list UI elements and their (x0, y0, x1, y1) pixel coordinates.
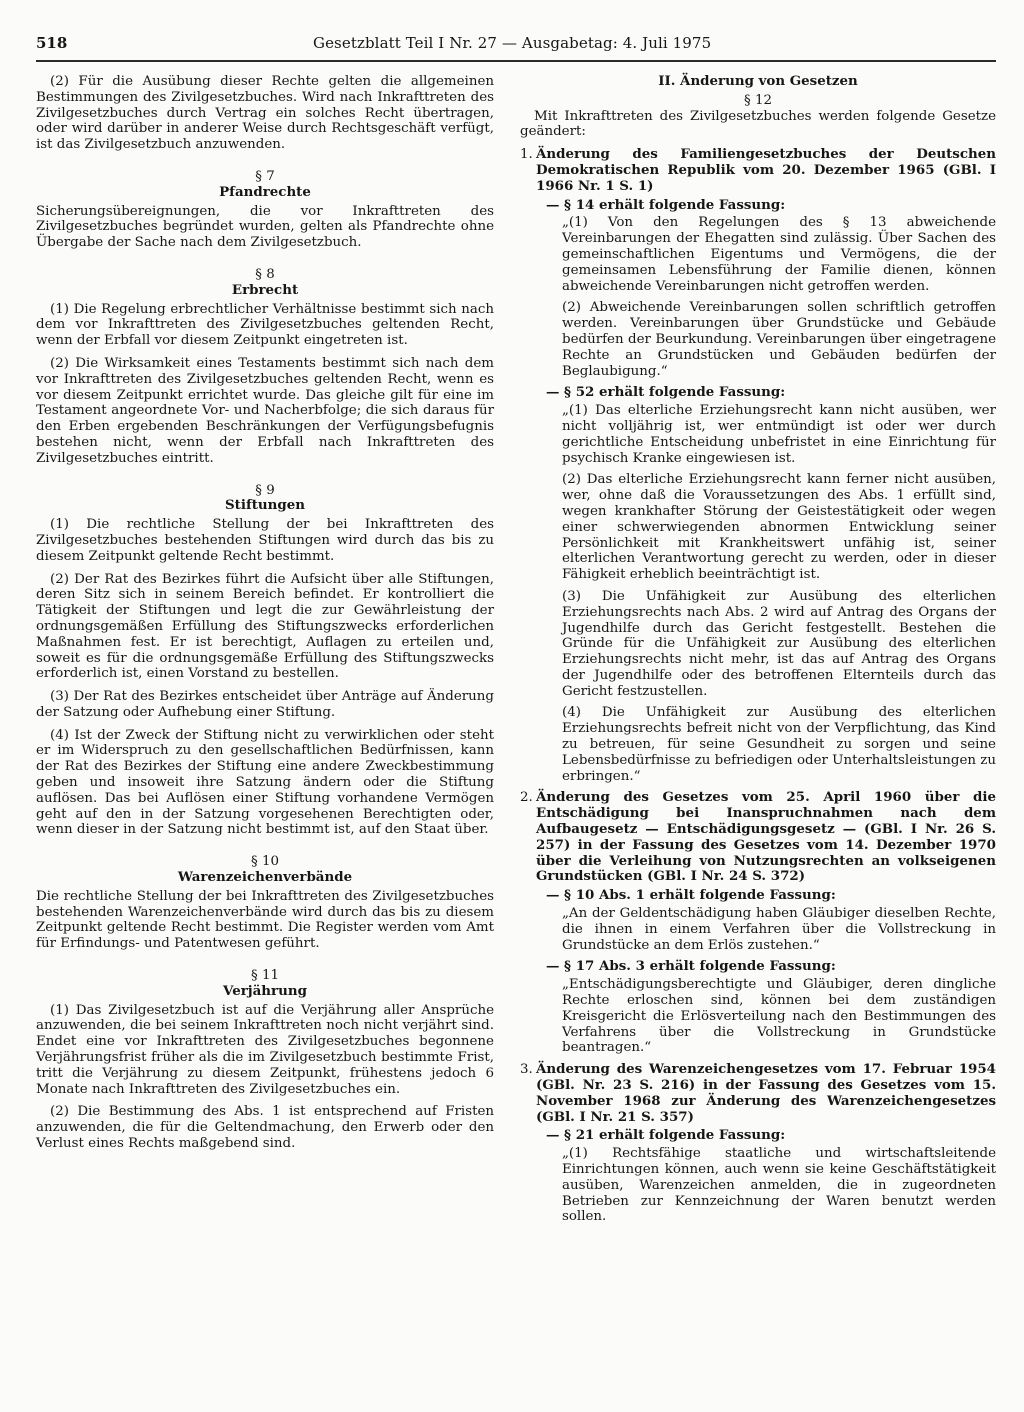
amendment-heading: Änderung des Familiengesetzbuches der Deutschen Demokratischen Republik vom 20. Dezember 1965 (GBl. I 1966 Nr. 1 S. 1) (536, 146, 996, 194)
amendment-clause: — § 17 Abs. 3 erhält folgende Fassung: (546, 958, 836, 975)
right-column (520, 74, 996, 1231)
quoted-text: „An der Geldentschädigung haben Gläubiger dieselben Rechte, die ihnen in einem Verfahren über die Vollstreckung in Grundstücke an dem Erlös zustehen.“ (562, 906, 996, 953)
amendment-clause: — § 52 erhält folgende Fassung: (546, 384, 786, 401)
paragraph: (1) Die Regelung erbrechtlicher Verhältnisse bestimmt sich nach dem vor Inkrafttreten des Zivilgesetzbuches geltenden Recht, wenn der Erbfall vor diesem Zeitpunkt eingetreten ist. (36, 301, 494, 349)
item-number: 2. (520, 790, 533, 806)
amendment-clause: — § 10 Abs. 1 erhält folgende Fassung: (546, 887, 836, 904)
quoted-text: (3) Die Unfähigkeit zur Ausübung des elterlichen Erziehungsrechts nach Abs. 2 wird auf Antrag des Organs der Jugendhilfe durch das Gericht festgestellt. Bestehen die Gründe für die Unfähigkeit zur Ausübung des elterlichen Erziehungsrechts nicht mehr, ist das auf Antrag des Organs der Jugendhilfe oder des betroffenen Elternteils durch das Gericht festzustellen. (562, 588, 996, 699)
amendment-heading: Änderung des Gesetzes vom 25. April 1960 über die Entschädigung bei Inanspruchnahmen nach dem Aufbaugesetz — Entschädigungsgesetz — (GBl. I Nr. 26 S. 257) in der Fassung des Gesetzes vom 14. Dezember 1970 über die Verleihung von Nutzungsrechten an volkseigenen Grundstücken (GBl. I Nr. 24 S. 372) (536, 789, 996, 885)
item-number: 3. (520, 1062, 533, 1078)
quoted-text: (4) Die Unfähigkeit zur Ausübung des elterlichen Erziehungsrechts befreit nicht von der Verpflichtung, das Kind zu betreuen, für seine Gesundheit zu sorgen und seine Lebensbedürfnisse zu befriedigen oder Unterhaltsleistungen zu erbringen.“ (562, 705, 996, 784)
amendment-heading: Änderung des Warenzeichengesetzes vom 17. Februar 1954 (GBl. Nr. 23 S. 216) in der Fassung des Gesetzes vom 15. November 1968 zur Änderung des Warenzeichengesetzes (GBl. I Nr. 21 S. 357) (536, 1061, 996, 1125)
paragraph: Sicherungsübereignungen, die vor Inkrafttreten des Zivilgesetzbuches begründet wurden, gelten als Pfandrechte ohne Übergabe der Sache nach dem Zivilgesetzbuch. (36, 203, 494, 251)
paragraph: (2) Die Wirksamkeit eines Testaments bestimmt sich nach dem vor Inkrafttreten des Zivilgesetzbuches geltenden Recht, wenn es vor diesem Zeitpunkt errichtet wurde. Das gleiche gilt für eine im Testament angeordnete Vor- und Nacherbfolge; die sich daraus für den Erben ergebenden Beschränkungen der Verfügungsbefugnis bestehen nicht, wenn der Erbfall nach Inkrafttreten des Zivilgesetzbuches eintritt. (36, 355, 494, 466)
section-title: Stiftungen (225, 497, 305, 514)
section-number: § 8 (255, 266, 275, 282)
part-title: II. Änderung von Gesetzen (658, 73, 858, 89)
header-rule (36, 60, 996, 62)
amendment-clause: — § 14 erhält folgende Fassung: (546, 196, 786, 213)
section-number: § 12 (744, 92, 772, 108)
amendment-item (520, 790, 996, 885)
amendment-item (520, 1062, 996, 1125)
amendment-item (520, 147, 996, 194)
section-number: § 10 (251, 854, 279, 870)
item-number: 1. (520, 147, 533, 163)
paragraph: (4) Ist der Zweck der Stiftung nicht zu verwirklichen oder steht er im Widerspruch zu den gesellschaftlichen Bedürfnissen, kann der Rat des Bezirkes der Stiftung eine andere Zweckbestimmung geben und insoweit ihre Satzung ändern oder die Stiftung auflösen. Das bei Auflösen einer Stiftung vorhandene Vermögen geht auf den in der Satzung vorgesehenen Berechtigten oder, wenn dieser in der Satzung nicht bestimmt ist, auf den Staat über. (36, 727, 494, 838)
section-title: Erbrecht (231, 281, 299, 298)
page-header (36, 34, 996, 58)
section-number: § 9 (255, 482, 275, 498)
paragraph: (1) Das Zivilgesetzbuch ist auf die Verjährung aller Ansprüche anzuwenden, die bei seinem Inkrafttreten noch nicht verjährt sind. Endet eine vor Inkrafttreten des Zivilgesetzbuches begonnene Verjährungsfrist früher als die im Zivilgesetzbuch bestimmte Frist, tritt die Verjährung zu diesem Zeitpunkt, frühestens jedoch 6 Monate nach Inkrafttreten des Zivilgesetzbuches ein. (36, 1002, 494, 1097)
quoted-text: „(1) Rechtsfähige staatliche und wirtschaftsleitende Einrichtungen können, auch wenn sie keine Geschäftstätigkeit ausüben, Warenzeichen anmelden, die in zugeordneten Betrieben zur Kennzeichnung der Waren benutzt werden sollen. (562, 1146, 996, 1225)
section-title: Warenzeichenverbände (177, 869, 353, 886)
paragraph: (2) Der Rat des Bezirkes führt die Aufsicht über alle Stiftungen, deren Sitz sich in seinem Bereich befindet. Er kontrolliert die Tätigkeit der Stiftungen und legt die zur Gewährleistung der ordnungsgemäßen Erfüllung des Stiftungszwecks erforderlichen Maßnahmen fest. Er ist berechtigt, Auflagen zu erteilen und, soweit es für die ordnungsgemäße Erfüllung des Stiftungszwecks erforderlich ist, einen Vorstand zu bestellen. (36, 571, 494, 682)
quoted-text: (2) Das elterliche Erziehungsrecht kann ferner nicht ausüben, wer, ohne daß die Voraussetzungen des Abs. 1 erfüllt sind, wegen krankhafter Störung der Geistestätigkeit oder wegen einer schwerwiegenden abnormen Entwicklung seiner Persönlichkeit mit Krankheitswert unfähig ist, seiner elterlichen Verantwortung gerecht zu werden, oder in dieser Fähigkeit erheblich beeinträchtigt ist. (562, 472, 996, 583)
amendment-clause: — § 21 erhält folgende Fassung: (546, 1127, 786, 1144)
page-number: 518 (36, 34, 68, 52)
paragraph: (2) Die Bestimmung des Abs. 1 ist entsprechend auf Fristen anzuwenden, die für die Geltendmachung, den Erwerb oder den Verlust eines Rechts maßgebend sind. (36, 1104, 494, 1152)
section-title: Pfandrechte (219, 183, 311, 200)
paragraph: Die rechtliche Stellung der bei Inkrafttreten des Zivilgesetzbuches bestehenden Warenzeichenverbände wird durch das bis zu diesem Zeitpunkt geltende Recht bestimmt. Die Register werden vom Amt für Erfindungs- und Patentwesen geführt. (36, 888, 494, 952)
section-title: Verjährung (223, 982, 307, 999)
section-number: § 11 (251, 968, 279, 984)
quoted-text: „(1) Das elterliche Erziehungsrecht kann nicht ausüben, wer nicht volljährig ist, wer entmündigt ist oder wer durch gerichtliche Entscheidung unbefristet in eine Einrichtung für psychisch Kranke eingewiesen ist. (562, 403, 996, 466)
quoted-text: (2) Abweichende Vereinbarungen sollen schriftlich getroffen werden. Vereinbarungen über Grundstücke und Gebäude bedürfen der Beurkundung. Vereinbarungen über eingetragene Rechte an Grundstücken und Gebäuden bedürfen der Beglaubigung.“ (562, 300, 996, 379)
paragraph: (3) Der Rat des Bezirkes entscheidet über Anträge auf Änderung der Satzung oder Aufhebung einer Stiftung. (36, 689, 494, 720)
paragraph: Mit Inkrafttreten des Zivilgesetzbuches werden folgende Gesetze geändert: (520, 108, 996, 140)
running-title: Gesetzblatt Teil I Nr. 27 — Ausgabetag: 4. Juli 1975 (313, 34, 712, 52)
paragraph: (1) Die rechtliche Stellung der bei Inkrafttreten des Zivilgesetzbuches bestehenden Stiftungen wird durch das bis zu diesem Zeitpunkt geltende Recht bestimmt. (36, 517, 494, 564)
paragraph: (2) Für die Ausübung dieser Rechte gelten die allgemeinen Bestimmungen des Zivilgesetzbuches. Wird nach Inkrafttreten des Zivilgesetzbuches durch Vertrag ein solches Recht übertragen, oder wird darüber in anderer Weise durch Rechtsgeschäft verfügt, ist das Zivilgesetzbuch anzuwenden. (36, 74, 494, 153)
quoted-text: „Entschädigungsberechtigte und Gläubiger, deren dingliche Rechte erloschen sind, können bei dem zuständigen Kreisgericht die Erlösverteilung nach den Bestimmungen des Verfahrens über die Vollstreckung in Grundstücke beantragen.“ (562, 977, 996, 1056)
left-column (36, 74, 494, 1159)
quoted-text: „(1) Von den Regelungen des § 13 abweichende Vereinbarungen der Ehegatten sind zulässig. Über Sachen des gemeinschaftlichen Eigentums und Vermögens, die der gemeinsamen Lebensführung der Familie dienen, können abweichende Vereinbarungen nicht getroffen werden. (562, 215, 996, 294)
section-number: § 7 (255, 168, 275, 184)
